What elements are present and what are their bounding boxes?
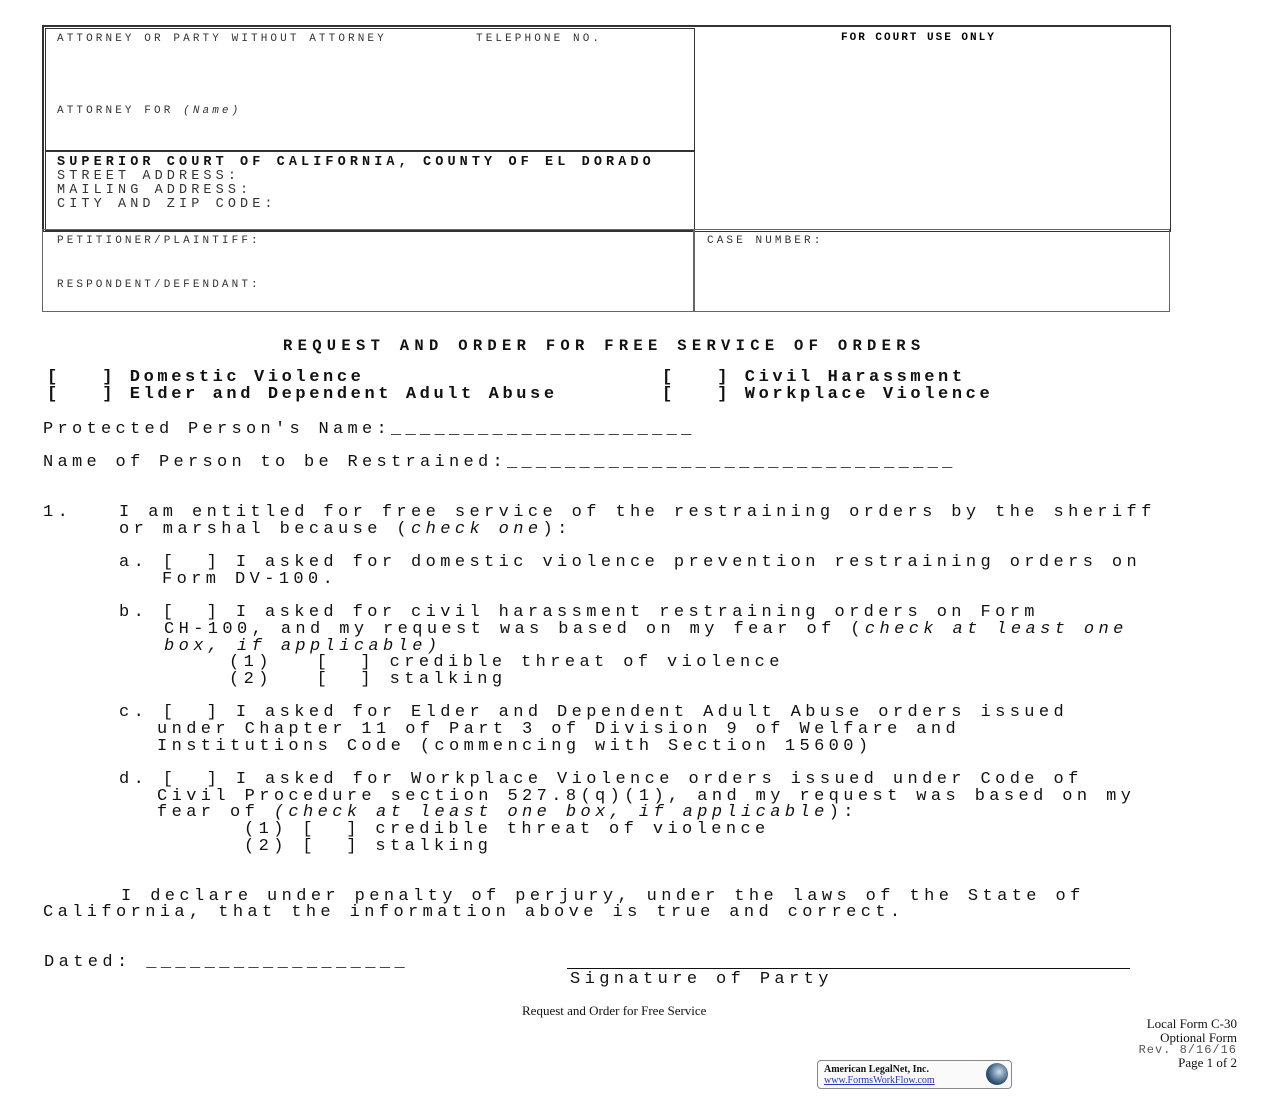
item1-text: or marshal because (: [119, 520, 412, 539]
signature-line[interactable]: [567, 968, 1130, 969]
item1-text: ):: [542, 520, 572, 539]
mailing-address-label: MAILING ADDRESS:: [57, 183, 253, 198]
dated-field[interactable]: Dated: __________________: [44, 953, 410, 972]
restrained-person-field[interactable]: Name of Person to be Restrained:_______________________________: [43, 453, 957, 472]
checkbox-civil-harassment[interactable]: [ ] Civil Harassment: [662, 368, 966, 387]
form-title: REQUEST AND ORDER FOR FREE SERVICE OF ORDERS: [283, 337, 926, 355]
item1-instruction: check one: [411, 520, 543, 539]
checkbox-domestic-violence[interactable]: [ ] Domestic Violence: [47, 368, 365, 387]
option-c-text: under Chapter 11 of Part 3 of Division 9 of Welfare and: [157, 720, 961, 739]
option-d-2-checkbox[interactable]: (2) [ ] stalking: [244, 837, 493, 856]
attorney-for-hint: (Name): [183, 105, 242, 117]
option-b-1-checkbox[interactable]: (1) [ ] credible threat of violence: [229, 653, 784, 672]
telephone-label: TELEPHONE NO.: [476, 33, 603, 45]
checkbox-workplace-violence[interactable]: [ ] Workplace Violence: [662, 385, 994, 404]
court-use-label: FOR COURT USE ONLY: [841, 32, 996, 44]
option-a[interactable]: a. [ ] I asked for domestic violence prevention restraining orders on: [119, 553, 1142, 572]
attorney-for-label: ATTORNEY FOR: [57, 105, 174, 117]
option-d-text: fear of: [157, 803, 274, 822]
revision-date: Rev. 8/16/16: [1138, 1043, 1237, 1057]
option-b[interactable]: b. [ ] I asked for civil harassment restraining orders on Form: [119, 603, 1039, 622]
globe-icon: [986, 1063, 1008, 1085]
option-b-2-checkbox[interactable]: (2) [ ] stalking: [229, 670, 507, 689]
signature-label: Signature of Party: [570, 970, 833, 989]
respondent-label: RESPONDENT/DEFENDANT:: [57, 279, 261, 291]
option-c[interactable]: c. [ ] I asked for Elder and Dependent Adult Abuse orders issued: [119, 703, 1069, 722]
logo-company: American LegalNet, Inc.: [824, 1064, 929, 1075]
protected-person-field[interactable]: Protected Person's Name:_____________________: [43, 420, 696, 439]
item1-text: I am entitled for free service of the restraining orders by the sheriff: [119, 503, 1156, 522]
option-d-text: Civil Procedure section 527.8(q)(1), and my request was based on my: [157, 787, 1136, 806]
option-b-instruction: check at least one: [864, 620, 1128, 639]
option-d-1-checkbox[interactable]: (1) [ ] credible threat of violence: [244, 820, 770, 839]
item-number: 1.: [43, 503, 73, 522]
case-number-label: CASE NUMBER:: [707, 235, 824, 247]
attorney-label: ATTORNEY OR PARTY WITHOUT ATTORNEY: [57, 33, 387, 45]
declaration-text: I declare under penalty of perjury, under the laws of the State of: [121, 887, 1085, 906]
street-address-label: STREET ADDRESS:: [57, 169, 241, 184]
checkbox-elder-abuse[interactable]: [ ] Elder and Dependent Adult Abuse: [47, 385, 558, 404]
option-b-instruction: box, if applicable): [164, 637, 442, 656]
option-d-instruction: (check at least one box, if applicable: [273, 803, 829, 822]
petitioner-label: PETITIONER/PLAINTIFF:: [57, 235, 261, 247]
optional-form: Optional Form: [1160, 1030, 1237, 1045]
footer-title: Request and Order for Free Service: [522, 1003, 707, 1018]
option-b-text: CH-100, and my request was based on my fear of (: [164, 620, 865, 639]
court-name: SUPERIOR COURT OF CALIFORNIA, COUNTY OF EL DORADO: [57, 155, 655, 170]
logo-url[interactable]: www.FormsWorkFlow.com: [824, 1075, 935, 1086]
attorney-box: [45, 28, 695, 152]
option-d-text: ):: [828, 803, 858, 822]
option-d[interactable]: d. [ ] I asked for Workplace Violence orders issued under Code of: [119, 770, 1083, 789]
declaration-text: California, that the information above is true and correct.: [43, 903, 905, 922]
legalnet-logo[interactable]: [817, 1060, 1012, 1089]
page-number: Page 1 of 2: [1178, 1055, 1237, 1070]
option-a-text: Form DV-100.: [162, 570, 338, 589]
city-zip-label: CITY AND ZIP CODE:: [57, 197, 277, 212]
option-c-text: Institutions Code (commencing with Section 15600): [157, 737, 873, 756]
form-number: Local Form C-30: [1146, 1016, 1237, 1031]
